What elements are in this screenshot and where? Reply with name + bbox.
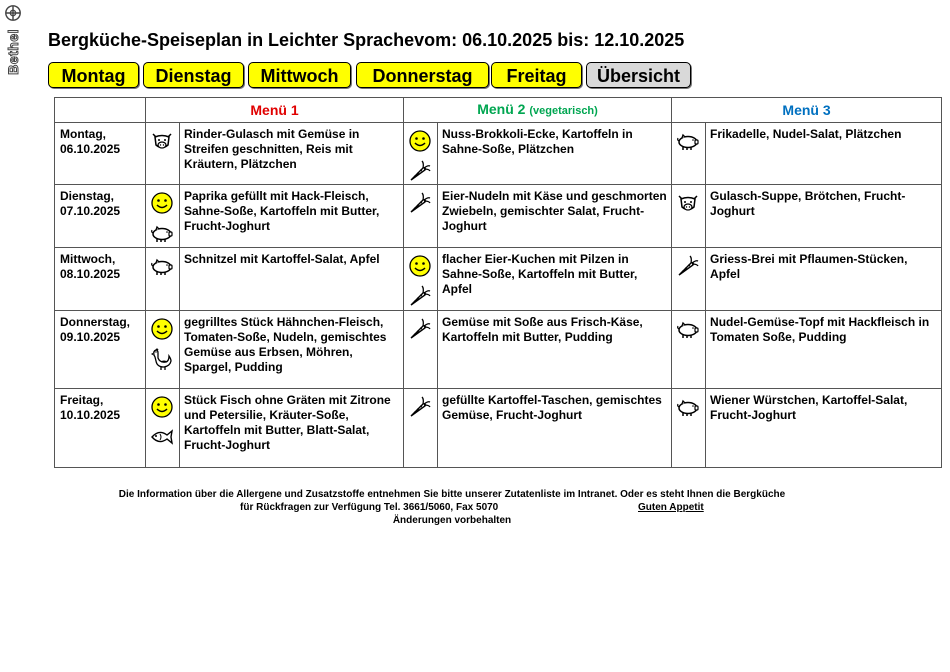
menu-table — [54, 97, 942, 468]
menu-dish-cell: Eier-Nudeln mit Käse und geschmorten Zwiebeln, gemischter Salat, Frucht-Joghurt — [438, 185, 672, 248]
menu-icon-cell — [146, 123, 180, 185]
pig-icon — [676, 317, 700, 341]
menu-dish-cell: Wiener Würstchen, Kartoffel-Salat, Frucht-Joghurt — [706, 389, 942, 468]
day-name: Freitag, — [60, 393, 104, 407]
chicken-icon — [150, 347, 174, 371]
pig-icon — [676, 129, 700, 153]
day-cell — [55, 123, 146, 185]
menu-icon-cell — [404, 123, 438, 185]
carrot-icon — [408, 395, 432, 419]
footer-line1: Die Information über die Allergene und Zusatzstoffe entnehmen Sie bitte unserer Zutatenliste im Intranet. Oder es steht Ihnen die Bergküche — [118, 489, 786, 500]
tab-uebersicht[interactable]: Übersicht — [586, 62, 691, 88]
day-date: 10.10.2025 — [60, 408, 121, 422]
header-menu1: Menü 1 — [146, 98, 404, 123]
pig-icon — [676, 395, 700, 419]
footer-line3: Änderungen vorbehalten — [392, 515, 512, 526]
header-day-cell — [55, 98, 146, 123]
table-row — [55, 248, 942, 311]
table-row — [55, 311, 942, 389]
menu-dish-cell: Gemüse mit Soße aus Frisch-Käse, Kartoffeln mit Butter, Pudding — [438, 311, 672, 389]
tab-montag[interactable]: Montag — [48, 62, 139, 88]
menu-dish-cell: gegrilltes Stück Hähnchen-Fleisch, Tomaten-Soße, Nudeln, gemischtes Gemüse aus Erbsen, Möhren, Spargel, Pudding — [180, 311, 404, 389]
tab-dienstag[interactable]: Dienstag — [143, 62, 244, 88]
day-date: 07.10.2025 — [60, 204, 121, 218]
page-title: Bergküche-Speiseplan in Leichter Sprachevom: 06.10.2025 bis: 12.10.2025 — [48, 30, 685, 50]
menu-dish-cell: Schnitzel mit Kartoffel-Salat, Apfel — [180, 248, 404, 311]
menu-dish-cell: Stück Fisch ohne Gräten mit Zitrone und Petersilie, Kräuter-Soße, Kartoffeln mit Butter, Blatt-Salat, Frucht-Joghurt — [180, 389, 404, 468]
carrot-icon — [408, 159, 432, 183]
menu-icon-cell — [404, 185, 438, 248]
footer-contact: für Rückfragen zur Verfügung Tel. 3661/5060, Fax 5070 — [240, 502, 499, 513]
menu-icon-cell — [672, 248, 706, 311]
pig-icon — [150, 254, 174, 278]
menu2-subtitle: (vegetarisch) — [529, 104, 598, 117]
menu-dish-cell: Gulasch-Suppe, Brötchen, Frucht-Joghurt — [706, 185, 942, 248]
tab-donnerstag[interactable]: Donnerstag — [356, 62, 489, 88]
day-cell — [55, 389, 146, 468]
menu-icon-cell — [146, 311, 180, 389]
day-name: Dienstag, — [60, 189, 115, 203]
day-cell — [55, 311, 146, 389]
menu-icon-cell — [672, 185, 706, 248]
footer-note — [54, 488, 850, 527]
menu-icon-cell — [146, 248, 180, 311]
carrot-icon — [408, 284, 432, 308]
carrot-icon — [408, 317, 432, 341]
day-name: Mittwoch, — [60, 252, 116, 266]
tab-mittwoch[interactable]: Mittwoch — [248, 62, 351, 88]
day-name: Montag, — [60, 127, 106, 141]
day-name: Donnerstag, — [60, 315, 131, 329]
carrot-icon — [408, 191, 432, 215]
day-date: 08.10.2025 — [60, 267, 121, 281]
table-row — [55, 389, 942, 468]
day-cell — [55, 185, 146, 248]
menu-dish-cell: Frikadelle, Nudel-Salat, Plätzchen — [706, 123, 942, 185]
smiley-icon — [150, 191, 174, 215]
cow-icon — [676, 191, 700, 215]
cow-icon — [150, 129, 174, 153]
menu-dish-cell: flacher Eier-Kuchen mit Pilzen in Sahne-Soße, Kartoffeln mit Butter, Apfel — [438, 248, 672, 311]
bethel-logo — [4, 4, 24, 75]
menu-icon-cell — [404, 311, 438, 389]
day-date: 09.10.2025 — [60, 330, 121, 344]
table-row — [55, 123, 942, 185]
menu-dish-cell: Nuss-Brokkoli-Ecke, Kartoffeln in Sahne-Soße, Plätzchen — [438, 123, 672, 185]
menu-dish-cell: Nudel-Gemüse-Topf mit Hackfleisch in Tomaten Soße, Pudding — [706, 311, 942, 389]
bethel-cross-icon — [4, 4, 22, 22]
fish-icon — [150, 425, 174, 449]
table-header-row — [55, 98, 942, 123]
menu-icon-cell — [146, 389, 180, 468]
pig-icon — [150, 221, 174, 245]
menu-dish-cell: Paprika gefüllt mit Hack-Fleisch, Sahne-Soße, Kartoffeln mit Butter, Frucht-Joghurt — [180, 185, 404, 248]
smiley-icon — [150, 395, 174, 419]
menu-dish-cell: gefüllte Kartoffel-Taschen, gemischtes Gemüse, Frucht-Joghurt — [438, 389, 672, 468]
tab-freitag[interactable]: Freitag — [491, 62, 582, 88]
menu-icon-cell — [672, 389, 706, 468]
table-row — [55, 185, 942, 248]
day-cell — [55, 248, 146, 311]
carrot-icon — [676, 254, 700, 278]
smiley-icon — [408, 254, 432, 278]
menu-icon-cell — [404, 248, 438, 311]
menu-icon-cell — [672, 311, 706, 389]
menu2-label: Menü 2 — [477, 100, 526, 117]
day-date: 06.10.2025 — [60, 142, 121, 156]
smiley-icon — [408, 129, 432, 153]
menu-icon-cell — [146, 185, 180, 248]
logo-text: Bethel — [5, 29, 21, 75]
menu-dish-cell: Griess-Brei mit Pflaumen-Stücken, Apfel — [706, 248, 942, 311]
footer-guten-appetit: Guten Appetit — [638, 502, 704, 513]
header-menu2 — [404, 98, 672, 123]
menu-icon-cell — [404, 389, 438, 468]
header-menu3: Menü 3 — [672, 98, 942, 123]
smiley-icon — [150, 317, 174, 341]
menu-icon-cell — [672, 123, 706, 185]
menu-dish-cell: Rinder-Gulasch mit Gemüse in Streifen geschnitten, Reis mit Kräutern, Plätzchen — [180, 123, 404, 185]
